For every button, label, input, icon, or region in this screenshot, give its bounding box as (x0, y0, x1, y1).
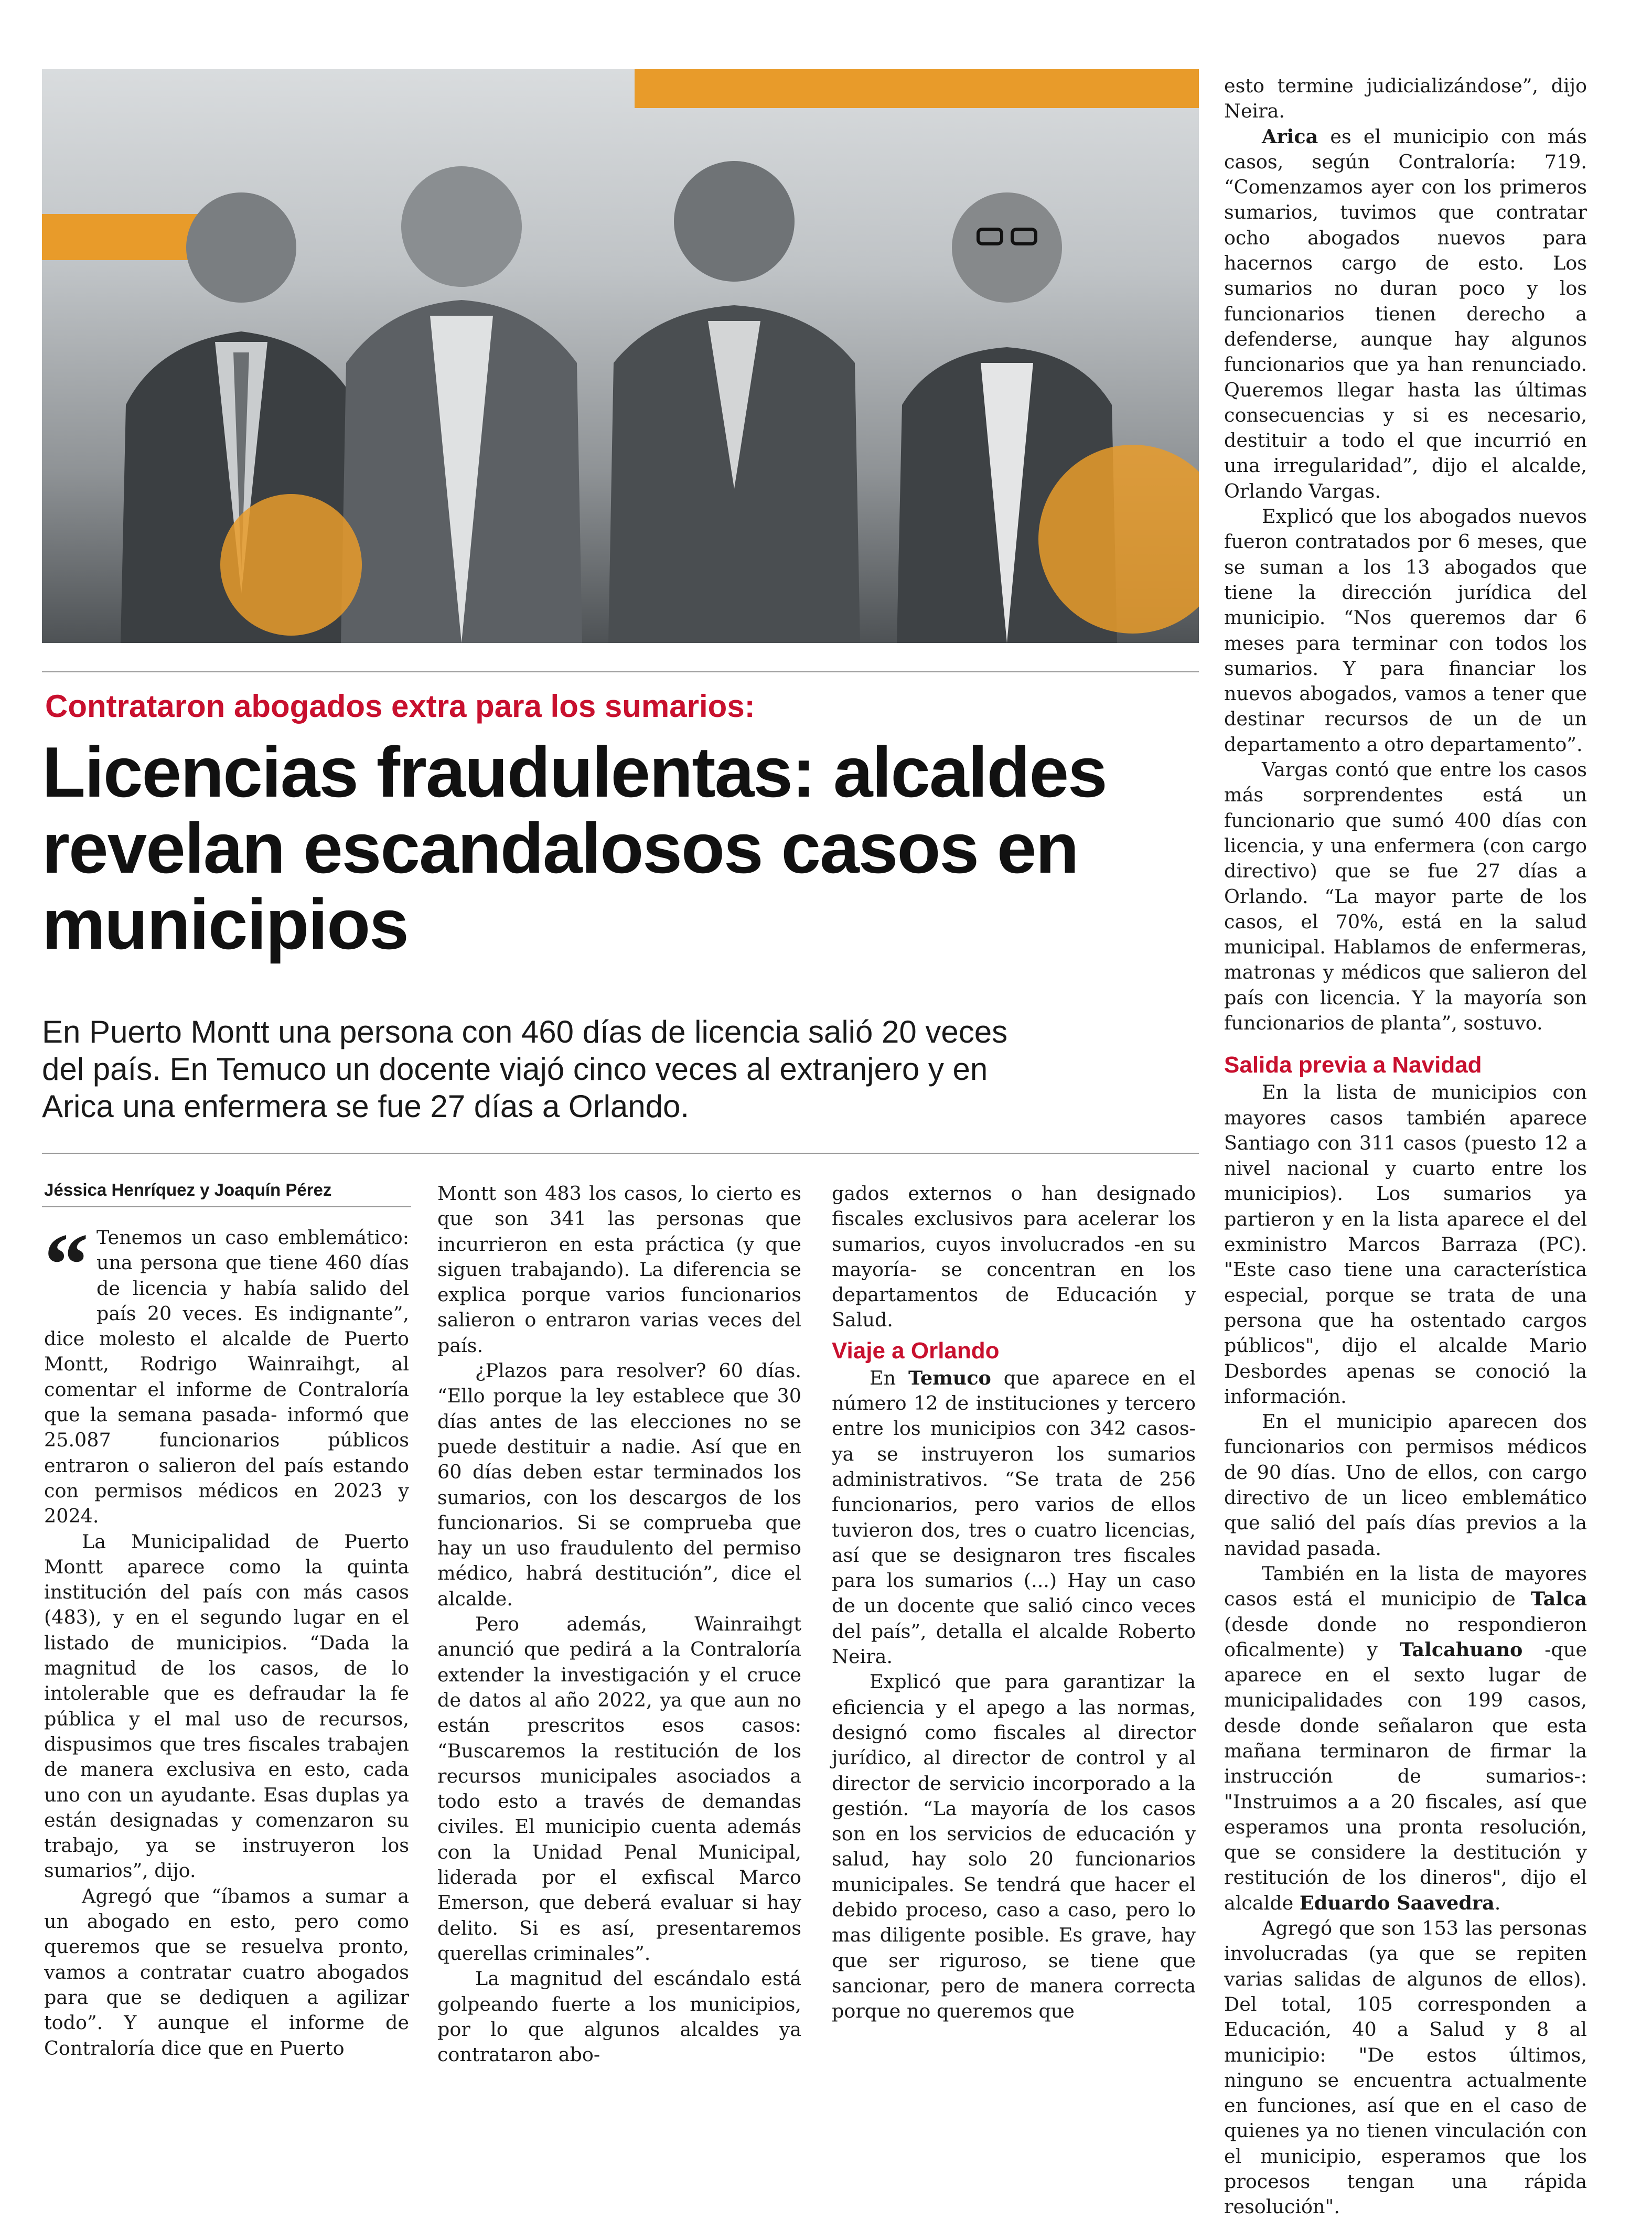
headline-line: Licencias fraudulentas: alcaldes (42, 732, 1107, 812)
headline-line: municipios (42, 884, 408, 964)
column-4 (1224, 73, 1587, 2220)
headline-line: revelan escandalosos casos en (42, 808, 1078, 888)
divider-deck (42, 1153, 1199, 1154)
subhead-salida-previa-a-navidad: Salida previa a Navidad (1224, 1052, 1482, 1078)
paragraph: gados externos o han designado fiscales exclusivos para acelerar los sumarios, cuyos involucrados -en su mayoría- se concentran en los departamentos de Educación y Salud. (832, 1182, 1196, 1332)
deck-line: En Puerto Montt una persona con 460 días de licencia salió 20 veces (42, 1014, 1008, 1049)
paragraph: esto termine judicializándose”, dijo Neira. (1224, 74, 1587, 123)
byline: Jéssica Henríquez y Joaquín Pérez (44, 1180, 332, 1199)
person-3 (608, 161, 860, 643)
byline-divider (42, 1206, 411, 1207)
column-1 (44, 1215, 409, 2061)
paragraph: En el municipio aparecen dos funcionarios con permisos médicos de 90 días. Uno de ellos, con cargo directivo de un liceo emblemático que salió del país días previos a la navidad pasada. (1224, 1410, 1587, 1560)
column-2 (437, 1181, 801, 2067)
paragraph: Explicó que los abogados nuevos fueron contratados por 6 meses, que se suman a los 13 abogados que tiene la dirección jurídica del municipio. “Nos queremos dar 6 meses para terminar con todos los sumarios. Y para financiar los nuevos abogados, vamos a tener que destinar recursos de un de un departamento a otro departamento”. (1224, 505, 1587, 756)
headline (42, 734, 1196, 962)
deck (42, 1013, 1201, 1125)
deck-line: Arica una enfermera se fue 27 días a Orlando. (42, 1089, 690, 1124)
person-2 (341, 166, 582, 643)
politicians-photo-illustration (42, 69, 1199, 643)
paragraph: También en la lista de mayores casos está el municipio de Talca (desde donde no respondieron oficalmente) y Talcahuano -que aparece en el sexto lugar de municipalidades con 199 casos, desde donde señalaron que esta mañana terminaron de firmar la instrucción de sumarios-: "Instruimos a a 20 fiscales, así que esperamos una pronta resolución, que se considere la destitución y restitución de los dineros", dijo el alcalde Eduardo Saavedra. (1224, 1562, 1587, 1914)
paragraph: Explicó que para garantizar la eficiencia y el apego a las normas, designó como fiscales al director jurídico, al director de control y al director de servicio incorporado a la gestión. “La mayoría de los casos son en los servicios de educación y salud, hay solo 20 funcionarios municipales. Se tendrá que hacer el debido proceso, caso a caso, pero lo mas diligente posible. Es grave, hay que ser riguroso, se tiene que sancionar, pero de manera correcta porque no queremos que (832, 1670, 1196, 2023)
deck-line: del país. En Temuco un docente viajó cinco veces al extranjero y en (42, 1052, 988, 1087)
subhead-viaje-a-orlando: Viaje a Orlando (832, 1337, 1000, 1364)
kicker: Contrataron abogados extra para los sumarios: (45, 689, 755, 724)
paragraph: Montt son 483 los casos, lo cierto es que son 341 las personas que incurrieron en esta práctica (y que siguen trabajando). La diferencia se explica porque varios funcionarios salieron o entraron varias veces del país. (437, 1182, 801, 1357)
paragraph: Agregó que “íbamos a sumar a un abogado en esto, pero como queremos que se resuelva pronto, vamos a contratar cuatro abogados para que se dediquen a agilizar todo”. Y aunque el informe de Contraloría dice que en Puerto (44, 1884, 409, 2060)
article-photo (42, 69, 1199, 643)
quote-mark: “ (44, 1215, 89, 1314)
paragraph: Arica es el municipio con más casos, según Contraloría: 719. “Comenzamos ayer con los primeros sumarios, tuvimos que contratar ocho abogados nuevos para hacernos cargo de esto. Los sumarios no duran poco y los funcionarios tienen derecho a defenderse, aunque hay algunos funcionarios que ya han renunciado. Queremos llegar hasta las últimas consecuencias y si es necesario, destituir a todo el que incurrió en una irregularidad”, dijo el alcalde, Orlando Vargas. (1224, 125, 1587, 502)
paragraph: En la lista de municipios con mayores casos también aparece Santiago con 311 casos (puesto 12 a nivel nacional y cuarto entre los municipios). Los sumarios ya partieron y en la lista aparece el del exministro Marcos Barraza (PC). "Este caso tiene una característica especial, porque se trata de una persona que ha ostentado cargos públicos", dijo el alcalde Mario Desbordes apenas se conoció la información. (1224, 1081, 1587, 1408)
paragraph: Tenemos un caso emblemático: una persona que tiene 460 días de licencia y había salido del país 20 veces. Es indignante”, dice molesto el alcalde de Puerto Montt, Rodrigo Wainraihgt, al comentar el informe de Contraloría que la semana pasada- informó que 25.087 funcionarios públicos entraron o salieron del país estando con permisos médicos en 2023 y 2024. (44, 1226, 409, 1528)
orange-circle-left (220, 494, 362, 636)
column-3 (832, 1181, 1196, 2024)
paragraph: ¿Plazos para resolver? 60 días. “Ello porque la ley establece que 30 días antes de las elecciones no se puede destituir a nadie. Así que en 60 días deben estar terminados los sumarios, con los descargos de los funcionarios. Si se comprueba que hay un uso fraudulento del permiso médico, habrá destitución”, dice el alcalde. (437, 1359, 801, 1610)
paragraph: Agregó que son 153 las personas involucradas (ya que se repiten varias salidas de algunos de ellos). Del total, 105 corresponden a Educación, 40 a Salud y 8 al municipio: "De estos últimos, ninguno se encuentra actualmente en funciones, así que en el caso de quienes ya no tienen vinculación con el municipio, esperamos que los procesos tengan una rápida resolución". (1224, 1917, 1587, 2218)
paragraph: La Municipalidad de Puerto Montt aparece como la quinta institución del país con más casos (483), y en el segundo lugar en el listado de municipios. “Dada la magnitud de los casos, de lo intolerable que es defraudar la fe pública y el mal uso de recursos, dispusimos que tres fiscales trabajen de manera exclusiva en esto, cada uno con un ayudante. Esas duplas ya están designadas y comenzaron su trabajo, ya se instruyeron los sumarios”, dijo. (44, 1530, 409, 1882)
paragraph: En Temuco que aparece en el número 12 de instituciones y tercero entre los municipios con 342 casos- ya se instruyeron los sumarios administrativos. “Se trata de 256 funcionarios, pero varios de ellos tuvieron dos, tres o cuatro licencias, así que se designaron tres fiscales para los sumarios (...) Hay un caso de un docente que salió cinco veces del país”, detalla el alcalde Roberto Neira. (832, 1366, 1196, 1668)
paragraph: Vargas contó que entre los casos más sorprendentes está un funcionario que sumó 400 días con licencia, y una enfermera (con cargo directivo) que se fue 27 días a Orlando. “La mayor parte de los casos, el 70%, está en la salud municipal. Hablamos de enfermeras, matronas y médicos que salieron del país con licencia. Y la mayoría son funcionarios de planta”, sostuvo. (1224, 758, 1587, 1034)
paragraph: La magnitud del escándalo está golpeando fuerte a los municipios, por lo que algunos alcaldes ya contrataron abo- (437, 1967, 801, 2066)
divider-top (42, 671, 1199, 672)
paragraph: Pero además, Wainraihgt anunció que pedirá a la Contraloría extender la investigación y el cruce de datos al año 2022, ya que aun no están prescritos esos casos: “Buscaremos la restitución de los recursos municipales asociados a todo esto a través de demandas civiles. El municipio cuenta además con la Unidad Penal Municipal, liderada por el exfiscal Marco Emerson, que deberá evaluar si hay delito. Si es así, presentaremos querellas criminales”. (437, 1613, 801, 1965)
